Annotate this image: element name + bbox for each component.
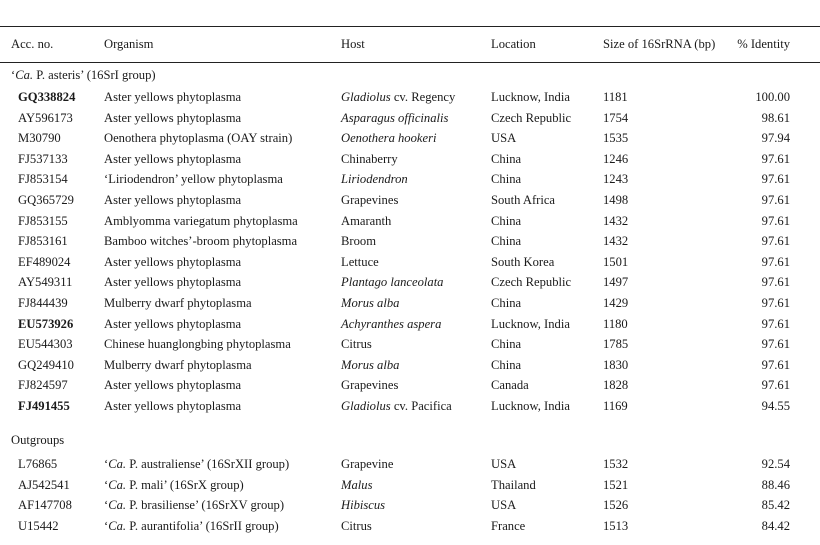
cell-location: China: [491, 234, 522, 249]
cell-acc-no: EU573926: [18, 316, 74, 331]
cell-organism: Aster yellows phytoplasma: [104, 316, 242, 331]
cell-identity: 97.61: [761, 254, 790, 269]
table-row: [0, 396, 820, 416]
cell-size: 1828: [603, 378, 629, 393]
cell-acc-no: AY596173: [18, 110, 73, 125]
header-host: Host: [341, 37, 365, 51]
cell-host: Plantago lanceolata: [341, 275, 444, 290]
cell-organism: Mulberry dwarf phytoplasma: [104, 296, 252, 310]
header-location: Location: [491, 37, 536, 51]
cell-size: 1432: [603, 213, 629, 228]
cell-organism: Aster yellows phytoplasma: [104, 378, 242, 393]
cell-identity: 100.00: [755, 90, 790, 104]
cell-organism: Aster yellows phytoplasma: [104, 275, 242, 290]
cell-size: 1754: [603, 110, 629, 125]
table-row: [0, 375, 820, 395]
cell-organism: ‘Ca. P. brasiliense’ (16SrXV group): [104, 498, 285, 513]
table-row: [0, 211, 820, 231]
cell-acc-no: AJ542541: [18, 477, 70, 492]
cell-location: South Africa: [491, 193, 556, 207]
cell-acc-no: FJ853161: [18, 234, 68, 249]
cell-size: 1535: [603, 131, 629, 146]
cell-host: Asparagus officinalis: [341, 110, 449, 125]
cell-location: Thailand: [491, 477, 536, 492]
cell-identity: 97.61: [761, 296, 790, 310]
cell-organism: ‘Ca. P. australiense’ (16SrXII group): [104, 457, 290, 471]
cell-size: 1432: [603, 234, 629, 249]
cell-size: 1532: [603, 457, 629, 471]
cell-location: China: [491, 337, 522, 352]
cell-location: Lucknow, India: [491, 90, 570, 104]
group-label-asteris: ‘Ca. P. asteris’ (16SrI group): [11, 68, 156, 82]
cell-size: 1830: [603, 357, 629, 372]
cell-host: Amaranth: [341, 213, 392, 228]
cell-location: Lucknow, India: [491, 316, 570, 331]
cell-identity: 88.46: [761, 477, 790, 492]
cell-organism: Aster yellows phytoplasma: [104, 110, 242, 125]
cell-host: Morus alba: [341, 296, 400, 310]
table-row: [0, 334, 820, 354]
cell-size: 1180: [603, 316, 628, 331]
cell-acc-no: GQ338824: [18, 90, 76, 104]
cell-identity: 92.54: [761, 457, 790, 471]
cell-organism: Mulberry dwarf phytoplasma: [104, 357, 252, 372]
cell-location: USA: [491, 131, 517, 146]
header-size: Size of 16SrRNA (bp): [603, 37, 716, 51]
cell-organism: Aster yellows phytoplasma: [104, 151, 242, 166]
table-row: [0, 355, 820, 375]
cell-identity: 97.61: [761, 193, 790, 207]
header-organism: Organism: [104, 37, 154, 51]
cell-size: 1497: [603, 275, 629, 290]
cell-location: China: [491, 172, 522, 187]
cell-host: Oenothera hookeri: [341, 131, 437, 146]
cell-host: Gladiolus cv. Pacifica: [341, 399, 452, 413]
cell-location: Czech Republic: [491, 275, 572, 290]
cell-size: 1513: [603, 518, 629, 533]
cell-location: Canada: [491, 378, 529, 393]
table-top-rule: [0, 26, 820, 27]
table-row: [0, 87, 820, 107]
cell-identity: 97.61: [761, 213, 790, 228]
cell-size: 1501: [603, 254, 629, 269]
cell-location: USA: [491, 498, 517, 513]
cell-identity: 97.61: [761, 275, 790, 290]
cell-host: Chinaberry: [341, 151, 398, 166]
cell-location: China: [491, 213, 522, 228]
cell-identity: 97.61: [761, 378, 790, 393]
cell-size: 1181: [603, 90, 628, 104]
cell-size: 1429: [603, 296, 629, 310]
cell-acc-no: AY549311: [18, 275, 73, 290]
cell-acc-no: FJ844439: [18, 296, 68, 310]
cell-host: Grapevine: [341, 457, 394, 471]
cell-size: 1526: [603, 498, 629, 513]
cell-location: USA: [491, 457, 517, 471]
table-row: [0, 495, 820, 515]
cell-identity: 97.61: [761, 172, 790, 187]
table-row: [0, 149, 820, 169]
cell-location: Lucknow, India: [491, 399, 570, 413]
cell-host: Citrus: [341, 518, 372, 533]
cell-acc-no: FJ491455: [18, 399, 70, 413]
cell-host: Hibiscus: [341, 498, 386, 513]
cell-organism: ‘Ca. P. mali’ (16SrX group): [104, 477, 244, 492]
table-row: [0, 293, 820, 313]
cell-organism: ‘Liriodendron’ yellow phytoplasma: [104, 172, 283, 187]
cell-acc-no: EU544303: [18, 337, 73, 352]
cell-acc-no: FJ537133: [18, 151, 68, 166]
cell-organism: Amblyomma variegatum phytoplasma: [104, 213, 298, 228]
cell-organism: Chinese huanglongbing phytoplasma: [104, 337, 291, 352]
cell-organism: Bamboo witches’-broom phytoplasma: [104, 234, 298, 249]
cell-location: China: [491, 151, 522, 166]
header-acc-no: Acc. no.: [11, 37, 54, 51]
cell-size: 1521: [603, 477, 629, 492]
cell-identity: 97.61: [761, 151, 790, 166]
cell-host: Liriodendron: [341, 172, 408, 187]
cell-host: Grapevines: [341, 378, 399, 393]
cell-location: China: [491, 357, 522, 372]
cell-identity: 97.61: [761, 337, 790, 352]
cell-organism: Oenothera phytoplasma (OAY strain): [104, 131, 293, 146]
cell-location: Czech Republic: [491, 110, 572, 125]
table-header: [0, 34, 820, 54]
table-row: [0, 475, 820, 495]
cell-acc-no: EF489024: [18, 254, 71, 269]
cell-host: Gladiolus cv. Regency: [341, 90, 456, 104]
cell-size: 1498: [603, 193, 629, 207]
table-row: [0, 190, 820, 210]
cell-organism: Aster yellows phytoplasma: [104, 254, 242, 269]
table-row: [0, 108, 820, 128]
cell-acc-no: FJ853155: [18, 213, 68, 228]
table-row: [0, 454, 820, 474]
cell-acc-no: M30790: [18, 131, 61, 146]
cell-acc-no: AF147708: [18, 498, 72, 513]
table-row: [0, 252, 820, 272]
cell-organism: Aster yellows phytoplasma: [104, 399, 242, 413]
cell-host: Broom: [341, 234, 376, 249]
cell-identity: 85.42: [761, 498, 790, 513]
cell-acc-no: FJ824597: [18, 378, 68, 393]
table-row: [0, 314, 820, 334]
header-identity: % Identity: [737, 37, 790, 51]
group-label-outgroups: Outgroups: [11, 433, 65, 447]
cell-acc-no: GQ249410: [18, 357, 74, 372]
cell-organism: Aster yellows phytoplasma: [104, 193, 242, 207]
cell-acc-no: FJ853154: [18, 172, 68, 187]
cell-size: 1246: [603, 151, 629, 166]
cell-host: Morus alba: [341, 357, 400, 372]
cell-identity: 97.61: [761, 316, 790, 331]
cell-host: Malus: [341, 477, 373, 492]
cell-size: 1169: [603, 399, 628, 413]
table-row: [0, 516, 820, 536]
table-row: [0, 231, 820, 251]
cell-host: Citrus: [341, 337, 372, 352]
cell-identity: 97.61: [761, 234, 790, 249]
cell-host: Achyranthes aspera: [341, 316, 442, 331]
cell-identity: 97.94: [761, 131, 790, 146]
cell-identity: 97.61: [761, 357, 790, 372]
cell-host: Lettuce: [341, 254, 379, 269]
table-row: [0, 128, 820, 148]
cell-size: 1243: [603, 172, 629, 187]
cell-host: Grapevines: [341, 193, 399, 207]
cell-acc-no: U15442: [18, 518, 59, 533]
cell-acc-no: GQ365729: [18, 193, 74, 207]
cell-location: China: [491, 296, 522, 310]
cell-location: France: [491, 518, 526, 533]
table-header-rule: [0, 62, 820, 63]
cell-size: 1785: [603, 337, 629, 352]
cell-acc-no: L76865: [18, 457, 58, 471]
cell-organism: Aster yellows phytoplasma: [104, 90, 242, 104]
cell-location: South Korea: [491, 254, 555, 269]
cell-identity: 94.55: [761, 399, 790, 413]
cell-identity: 98.61: [761, 110, 790, 125]
table-row: [0, 272, 820, 292]
cell-organism: ‘Ca. P. aurantifolia’ (16SrII group): [104, 518, 279, 533]
table-row: [0, 169, 820, 189]
cell-identity: 84.42: [761, 518, 790, 533]
